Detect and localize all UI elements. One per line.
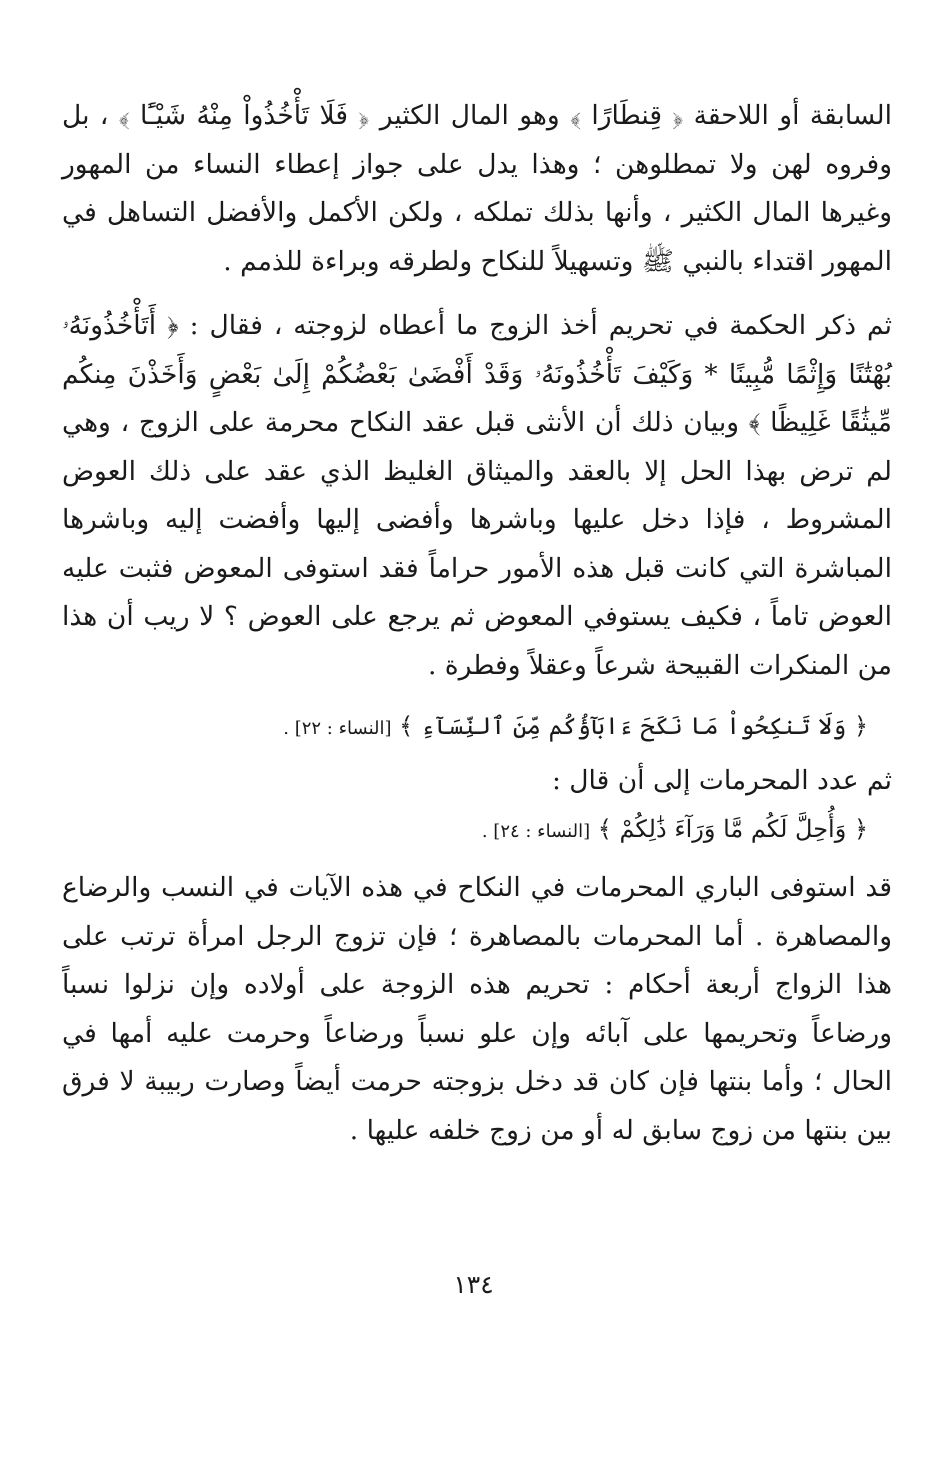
quran-verse-2 — [62, 807, 868, 854]
verse-1-reference: [النساء : ٢٢] . — [283, 718, 392, 739]
paragraph-1: السابقة أو اللاحقة ﴿ قِنطَارًا ﴾ وهو المال الكثير ﴿ فَلَا تَأْخُذُواْ مِنْهُ شَيْـًٔا ﴾ ، بل وفروه لهن ولا تمطلوهن ؛ وهذا يدل على جواز إعطاء النساء من المهور وغيرها المال الكثير ، وأنها بذلك تملكه ، ولكن الأكمل والأفضل التساهل في المهور اقتداء بالنبي ﷺ وتسهيلاً للنكاح ولطرقه وبراءة للذمم . — [62, 100, 892, 277]
verse-2-reference: [النساء : ٢٤] . — [481, 821, 591, 842]
quran-verse-1 — [62, 704, 868, 751]
verse-1-text: ﴿ وَلَا تَنكِحُواْ مَا نَكَحَ ءَابَآؤُكُم مِّنَ ٱلنِّسَآءِ ﴾ — [399, 712, 868, 740]
paragraph-3: قد استوفى الباري المحرمات في النكاح في هذه الآيات في النسب والرضاع والمصاهرة . أما المحرمات بالمصاهرة ؛ فإن تزوج الرجل امرأة ترتب على هذا الزواج أربعة أحكام : تحريم هذه الزوجة على أولاده وإن نزلوا نسباً ورضاعاً وتحريمها على آبائه وإن علو نسباً ورضاعاً وحرمت عليه أمها في الحال ؛ وأما بنتها فإن كان قد دخل بزوجته حرمت أيضاً وصارت ربيبة لا فرق بين بنتها من زوج سابق له أو من زوج خلفه عليها . — [62, 872, 892, 1146]
page-body — [62, 92, 892, 1155]
transition-line: ثم عدد المحرمات إلى أن قال : — [551, 765, 892, 796]
verse-2-text: ﴿ وَأُحِلَّ لَكُم مَّا وَرَآءَ ذَٰلِكُمْ ﴾ — [597, 815, 868, 843]
paragraph-2: ثم ذكر الحكمة في تحريم أخذ الزوج ما أعطاه لزوجته ، فقال : ﴿ أَتَأْخُذُونَهُۥ بُهْتَٰنًا وَإِثْمًا مُّبِينًا * وَكَيْفَ تَأْخُذُونَهُۥ وَقَدْ أَفْضَىٰ بَعْضُكُمْ إِلَىٰ بَعْضٍ وَأَخَذْنَ مِنكُم مِّيثَٰقًا غَلِيظًا ﴾ وبيان ذلك أن الأنثى قبل عقد النكاح محرمة على الزوج ، وهي لم ترض بهذا الحل إلا بالعقد والميثاق الغليظ الذي عقد على ذلك العوض المشروط ، فإذا دخل عليها وباشرها وأفضى إليها وأفضت إليه وباشرها المباشرة التي كانت قبل هذه الأمور حراماً فقد استوفى المعوض فثبت عليه العوض تاماً ، فكيف يستوفي المعوض ثم يرجع على العوض ؟ لا ريب أن هذا من المنكرات القبيحة شرعاً وعقلاً وفطرة . — [62, 310, 892, 681]
page-number: ١٣٤ — [453, 1270, 494, 1299]
